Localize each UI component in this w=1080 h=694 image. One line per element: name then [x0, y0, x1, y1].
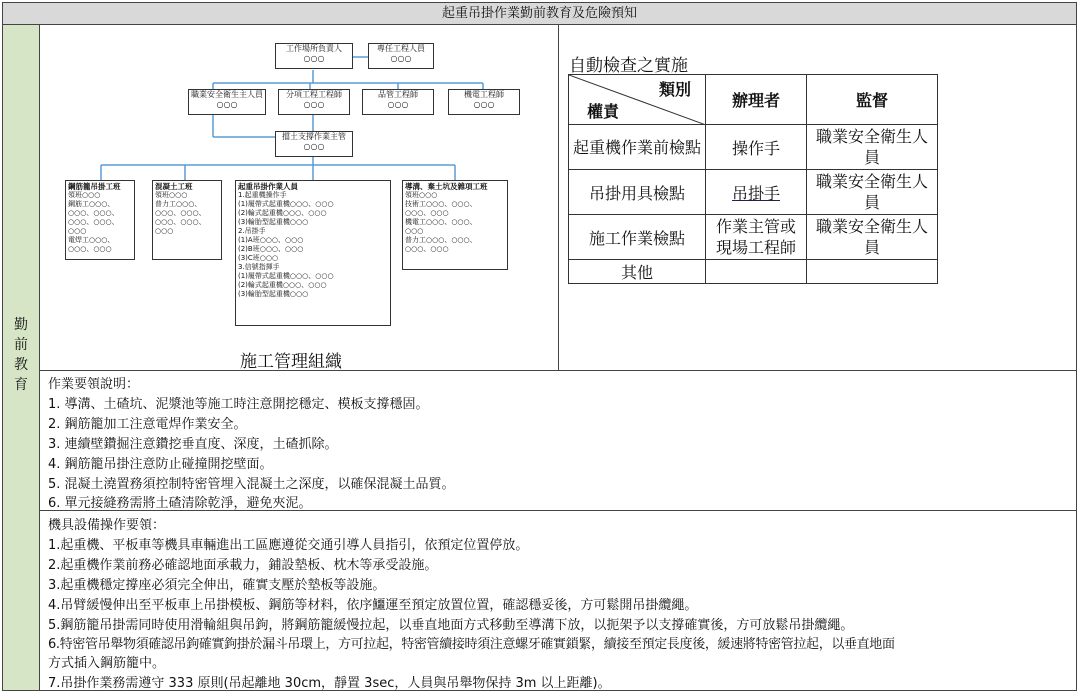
- inspection-title: 自動檢查之實施: [569, 56, 688, 76]
- org-node-title: 品管工程師: [378, 90, 418, 99]
- inspection-header-row: [569, 75, 938, 125]
- crew-line: (2)B班○○○、○○○: [238, 245, 304, 253]
- diagonal-header-cell: [569, 75, 706, 125]
- crew-line: (3)輪胎型起重機○○○: [238, 218, 309, 226]
- crew-line: 電焊工○○○、: [68, 236, 115, 244]
- org-node-supervisor: [275, 131, 353, 157]
- crew-title: 起重吊掛作業人員: [238, 182, 298, 191]
- crew-line: (3)輪胎型起重機○○○: [238, 290, 309, 298]
- org-node-sub-engineer: [278, 89, 350, 115]
- org-crew-rebar: [65, 180, 135, 260]
- inspection-handler: 操作手: [706, 125, 807, 170]
- equipment-heading: 機具設備操作要領：: [48, 518, 166, 533]
- upper-section: [40, 25, 1076, 371]
- org-crew-lifting: [235, 180, 391, 326]
- inspection-item: 其他: [569, 260, 706, 284]
- org-node-name: ○○○: [387, 100, 409, 109]
- org-node-mech: [448, 89, 520, 115]
- document-title: 起重吊掛作業勤前教育及危險預知: [3, 3, 1076, 25]
- org-node-name: ○○○: [303, 100, 325, 109]
- org-chart: [40, 25, 558, 370]
- org-node-title: 職業安全衛生主人員: [191, 90, 263, 99]
- org-node-title: 專任工程人員: [377, 44, 425, 53]
- inspection-handler: 作業主管或現場工程師: [706, 215, 807, 260]
- crew-title: 混凝土工班: [155, 182, 193, 191]
- crew-line: 3.信號指揮手: [238, 263, 280, 271]
- crew-line: (1)A班○○○、○○○: [238, 236, 304, 244]
- crew-line: ○○○、○○○: [405, 209, 449, 217]
- crew-line: (1)履帶式起重機○○○、○○○: [238, 200, 334, 208]
- org-node-title: 機電工程師: [464, 90, 504, 99]
- side-label: [3, 315, 39, 395]
- equipment-section: [40, 511, 1076, 690]
- header-handler: 辦理者: [706, 75, 807, 125]
- crew-line: 2.吊掛手: [238, 227, 266, 235]
- inspection-row: [569, 170, 938, 215]
- header-category: 類別: [658, 80, 691, 99]
- inspection-item: 吊掛用具檢點: [569, 170, 706, 215]
- org-node-name: ○○○: [473, 100, 495, 109]
- crew-line: ○○○、○○○: [68, 245, 112, 253]
- header-duty: 權責: [587, 102, 620, 121]
- crew-line: ○○○: [68, 227, 87, 235]
- inspection-supervisor: 職業安全衛生人員: [807, 215, 938, 260]
- crew-line: ○○○: [405, 227, 424, 235]
- inspection-item: 施工作業檢點: [569, 215, 706, 260]
- equipment-item: 1.起重機、平板車等機具車輛進出工區應遵從交通引導人員指引，依預定位置停放。: [48, 538, 529, 553]
- org-node-site-head: [275, 43, 353, 69]
- inspection-item: 起重機作業前檢點: [569, 125, 706, 170]
- work-essential-item: 5. 混凝土澆置務須控制特密管埋入混凝土之深度，以確保混凝土品質。: [48, 477, 455, 492]
- crew-line: (1)履帶式起重機○○○、○○○: [238, 272, 334, 280]
- org-node-name: ○○○: [390, 54, 412, 63]
- inspection-row: [569, 215, 938, 260]
- inspection-table: [568, 74, 938, 284]
- crew-line: (2)輪式起重機○○○、○○○: [238, 209, 327, 217]
- inspection-supervisor: [807, 260, 938, 284]
- crew-line: ○○○、○○○、: [155, 209, 206, 217]
- inspection-row: [569, 260, 938, 284]
- side-label-char: 育: [14, 377, 28, 393]
- org-node-qc: [362, 89, 434, 115]
- org-chart-caption: 施工管理組織: [240, 352, 342, 372]
- crew-line: 領班○○○: [68, 191, 101, 199]
- crew-line: 領班○○○: [155, 191, 188, 199]
- work-essential-item: 3. 連續壁鑽掘注意鑽挖垂直度、深度，土碴抓除。: [48, 437, 338, 452]
- crew-line: 普力工○○○、○○○、: [405, 236, 477, 244]
- crew-line: ○○○: [155, 227, 174, 235]
- crew-line: ○○○、○○○、: [155, 218, 206, 226]
- inspection-handler: 吊掛手: [706, 170, 807, 215]
- org-node-name: ○○○: [216, 100, 238, 109]
- crew-line: 領班○○○: [405, 191, 438, 199]
- equipment-item: 3.起重機穩定撐座必須完全伸出，確實支壓於墊板等設施。: [48, 578, 386, 593]
- document-frame: [2, 2, 1077, 691]
- crew-line: 機電工○○○、○○○、: [405, 218, 477, 226]
- crew-title: 鋼筋籠吊掛工班: [68, 182, 121, 191]
- work-essential-item: 6. 單元接縫務需將土碴清除乾淨，避免夾泥。: [48, 496, 312, 511]
- side-label-char: 前: [14, 337, 28, 353]
- org-crew-concrete: [152, 180, 222, 260]
- crew-line: ○○○、○○○: [405, 245, 449, 253]
- inspection-supervisor: 職業安全衛生人員: [807, 125, 938, 170]
- inspection-handler: [706, 260, 807, 284]
- inspection-panel: [559, 25, 1076, 370]
- crew-line: 1.起重機操作手: [238, 191, 287, 199]
- side-label-char: 勤: [14, 317, 28, 333]
- org-crew-trench: [402, 180, 508, 270]
- side-label-char: 教: [14, 357, 28, 373]
- equipment-item: 6.特密管吊舉物須確認吊鉤確實鉤掛於漏斗吊環上，方可拉起，特密管續接時須注意螺牙確實鎖緊，續接至預定長度後，緩速將特密管拉起，以垂直地面: [48, 637, 895, 652]
- inspection-row: [569, 125, 938, 170]
- org-node-title: 擋土支撐作業主管: [282, 132, 346, 141]
- crew-line: (3)C班○○○: [238, 254, 279, 262]
- equipment-item: 4.吊臂緩慢伸出至平板車上吊掛模板、鋼筋等材料，依序鱷運至預定放置位置，確認穩妥後，方可鬆開吊掛纜繩。: [48, 598, 698, 613]
- inspection-supervisor: 職業安全衛生人員: [807, 170, 938, 215]
- work-essential-item: 1. 導溝、土碴坑、泥漿池等施工時注意開挖穩定、模板支撐穩固。: [48, 397, 429, 412]
- org-node-name: ○○○: [303, 54, 325, 63]
- equipment-item-continued: 方式插入鋼筋籠中。: [48, 656, 166, 671]
- crew-line: 技術工○○○、○○○、: [405, 200, 477, 208]
- crew-line: 鋼筋工○○○、: [68, 200, 115, 208]
- crew-line: ○○○、○○○、: [68, 209, 119, 217]
- work-essential-item: 4. 鋼筋籠吊掛注意防止碰撞開挖壁面。: [48, 457, 273, 472]
- crew-line: (2)輪式起重機○○○、○○○: [238, 281, 327, 289]
- work-essentials-heading: 作業要領說明：: [48, 377, 140, 392]
- org-node-name: ○○○: [303, 142, 325, 151]
- org-node-title: 分項工程工程師: [286, 90, 342, 99]
- crew-title: 導溝、棄土坑及雜項工班: [405, 182, 488, 191]
- work-essentials-section: [40, 370, 1076, 511]
- org-node-safety: [188, 89, 266, 115]
- header-supervisor: 監督: [807, 75, 938, 125]
- org-node-engineer: [368, 43, 434, 69]
- work-essential-item: 2. 鋼筋籠加工注意電焊作業安全。: [48, 417, 247, 432]
- org-node-title: 工作場所負責人: [286, 44, 342, 53]
- equipment-item: 5.鋼筋籠吊掛需同時使用滑輪組與吊鉤，將鋼筋籠緩慢拉起，以垂直地面方式移動至導溝下放，以扼架予以支撐確實後，方可放鬆吊掛纜繩。: [48, 618, 854, 633]
- crew-line: 普力工○○○、: [155, 200, 202, 208]
- equipment-item: 7.吊掛作業務需遵守 333 原則(吊起離地 30cm，靜置 3sec，人員與吊舉物保持 3m 以上距離)。: [48, 676, 611, 691]
- equipment-item: 2.起重機作業前務必確認地面承載力，鋪設墊板、枕木等承受設施。: [48, 558, 438, 573]
- crew-line: ○○○、○○○、: [68, 218, 119, 226]
- side-label-cell: [3, 25, 40, 690]
